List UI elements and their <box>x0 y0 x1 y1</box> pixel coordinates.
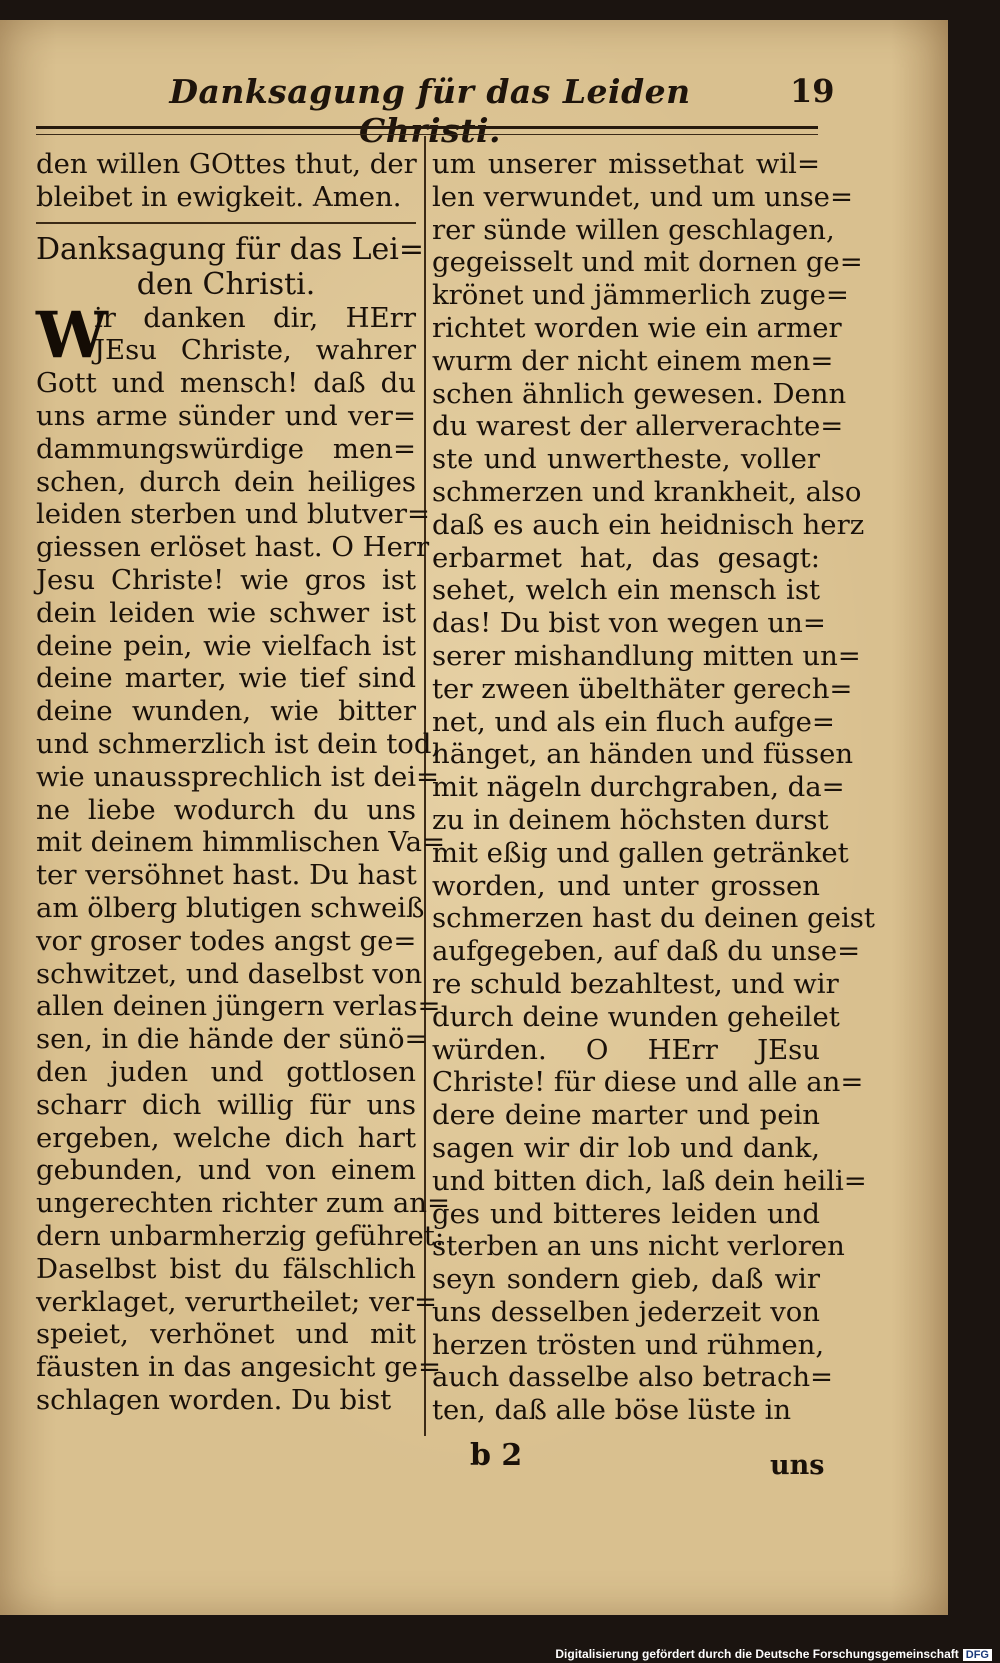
text-line: und schmerzlich ist dein tod, <box>36 727 441 760</box>
running-title: Danksagung für das Leiden Christi. <box>169 72 691 150</box>
text-line: ir danken dir, HErr <box>94 301 416 334</box>
text-line: gebunden, und von einem <box>36 1154 416 1187</box>
text-line: Christe! für diese und alle an= <box>432 1066 864 1099</box>
text-line: deine marter, wie tief sind <box>36 662 416 695</box>
text-line: dammungswürdige men= <box>36 432 416 465</box>
catchword: uns <box>770 1450 825 1481</box>
text-line: hänget, an händen und füssen <box>432 738 854 771</box>
text-line: schmerzen hast du deinen geist <box>432 902 875 935</box>
text-line: ter zween übelthäter gerech= <box>432 672 853 705</box>
text-line: bleibet in ewigkeit. Amen. <box>36 180 402 213</box>
text-line: vor groser todes angst ge= <box>36 924 417 957</box>
text-line: net, und als ein fluch aufge= <box>432 705 835 738</box>
text-line: scharr dich willig für uns <box>36 1088 416 1121</box>
text-line: worden, und unter grossen <box>432 869 820 902</box>
heading-line: den Christi. <box>136 266 316 302</box>
text-line: ergeben, welche dich hart <box>36 1121 416 1154</box>
section-heading <box>36 231 425 302</box>
text-line: auch dasselbe also betrach= <box>432 1361 834 1394</box>
digitization-credit <box>555 1647 992 1661</box>
text-line: schen, durch dein heiliges <box>36 465 416 498</box>
text-line: giessen erlöset hast. O Herr <box>36 531 430 564</box>
text-line: allen deinen jüngern verlas= <box>36 990 441 1023</box>
text-line: re schuld bezahltest, und wir <box>432 967 839 1000</box>
text-line: seyn sondern gieb, daß wir <box>432 1263 820 1296</box>
text-line: sen, in die hände der sünö= <box>36 1023 428 1056</box>
header-rule <box>36 126 818 129</box>
text-line: aufgegeben, auf daß du unse= <box>432 935 861 968</box>
text-line: das! Du bist von wegen un= <box>432 607 826 640</box>
text-line: krönet und jämmerlich zuge= <box>432 279 849 312</box>
text-line: wie unaussprechlich ist dei= <box>36 760 440 793</box>
text-line: ter versöhnet hast. Du hast <box>36 859 417 892</box>
text-line: schen ähnlich gewesen. Denn <box>432 377 847 410</box>
text-line: uns desselben jederzeit von <box>432 1295 820 1328</box>
drop-capital: W <box>36 297 108 373</box>
text-line: zu in deinem höchsten durst <box>432 803 829 836</box>
text-line: deine wunden, wie bitter <box>36 695 416 728</box>
text-line: würden. O HErr JEsu <box>432 1033 820 1066</box>
text-line: gegeisselt und mit dornen ge= <box>432 246 863 279</box>
text-line: verklaget, verurtheilet; ver= <box>36 1285 437 1318</box>
text-line: schmerzen und krankheit, also <box>432 475 862 508</box>
text-line: mit deinem himmlischen Va= <box>36 826 446 859</box>
text-line: ne liebe wodurch du uns <box>36 793 416 826</box>
text-line: Gott und mensch! daß du <box>36 367 416 400</box>
text-line: fäusten in das angesicht ge= <box>36 1351 441 1384</box>
text-line: deine pein, wie vielfach ist <box>36 629 416 662</box>
section-separator <box>36 214 416 232</box>
heading-line: Danksagung für das Lei= <box>36 231 425 267</box>
text-line: ten, daß alle böse lüste in <box>432 1394 792 1427</box>
text-line: du warest der allerverachte= <box>432 410 844 443</box>
text-line: durch deine wunden geheilet <box>432 1000 840 1033</box>
text-line: wurm der nicht einem men= <box>432 344 834 377</box>
dfg-logo: DFG <box>963 1649 992 1661</box>
text-line: leiden sterben und blutver= <box>36 498 431 531</box>
text-line: dein leiden wie schwer ist <box>36 596 416 629</box>
text-line: rer sünde willen geschlagen, <box>432 213 835 246</box>
text-line: den juden und gottlosen <box>36 1055 416 1088</box>
text-line: Daselbst bist du fälschlich <box>36 1252 416 1285</box>
dropcap-block <box>36 297 416 373</box>
text-line: erbarmet hat, das gesagt: <box>432 541 820 574</box>
book-page <box>0 20 948 1615</box>
text-line: den willen GOttes thut, der <box>36 148 417 180</box>
text-line: uns arme sünder und ver= <box>36 399 416 432</box>
text-line: JEsu Christe, wahrer <box>94 334 416 367</box>
text-line: ges und bitteres leiden und <box>432 1197 820 1230</box>
text-line: schlagen worden. Du bist <box>36 1383 392 1416</box>
page-number: 19 <box>790 72 835 110</box>
text-line: speiet, verhönet und mit <box>36 1318 416 1351</box>
text-line: daß es auch ein heidnisch herz <box>432 508 865 541</box>
text-line: ungerechten richter zum an= <box>36 1187 451 1220</box>
text-line: mit nägeln durchgraben, da= <box>432 771 845 804</box>
left-body-text <box>36 367 451 1417</box>
digitization-note: Digitalisierung gefördert durch die Deutsche Forschungsgemeinschaft <box>555 1647 959 1661</box>
text-line: richtet worden wie ein armer <box>432 311 842 344</box>
left-column <box>36 148 451 1417</box>
text-line: ste und unwertheste, voller <box>432 443 820 476</box>
text-line: sagen wir dir lob und dank, <box>432 1131 820 1164</box>
text-line: Jesu Christe! wie gros ist <box>36 563 416 596</box>
text-line: schwitzet, und daselbst von <box>36 957 423 990</box>
text-line: sterben an uns nicht verloren <box>432 1230 845 1263</box>
header-rule-thin <box>36 134 818 135</box>
text-line: und bitten dich, laß dein heili= <box>432 1164 867 1197</box>
text-line: serer mishandlung mitten un= <box>432 639 861 672</box>
text-line: sehet, welch ein mensch ist <box>432 574 820 607</box>
text-line: mit eßig und gallen getränket <box>432 836 849 869</box>
text-line: um unserer missethat wil= <box>432 148 820 180</box>
text-line: dere deine marter und pein <box>432 1099 820 1132</box>
right-column <box>432 148 875 1427</box>
signature-mark: b 2 <box>470 1438 523 1473</box>
text-line: herzen trösten und rühmen, <box>432 1328 825 1361</box>
text-line: dern unbarmherzig geführet: <box>36 1219 445 1252</box>
text-line: am ölberg blutigen schweiß <box>36 891 425 924</box>
right-body-text <box>432 148 875 1427</box>
text-line: len verwundet, und um unse= <box>432 180 853 213</box>
